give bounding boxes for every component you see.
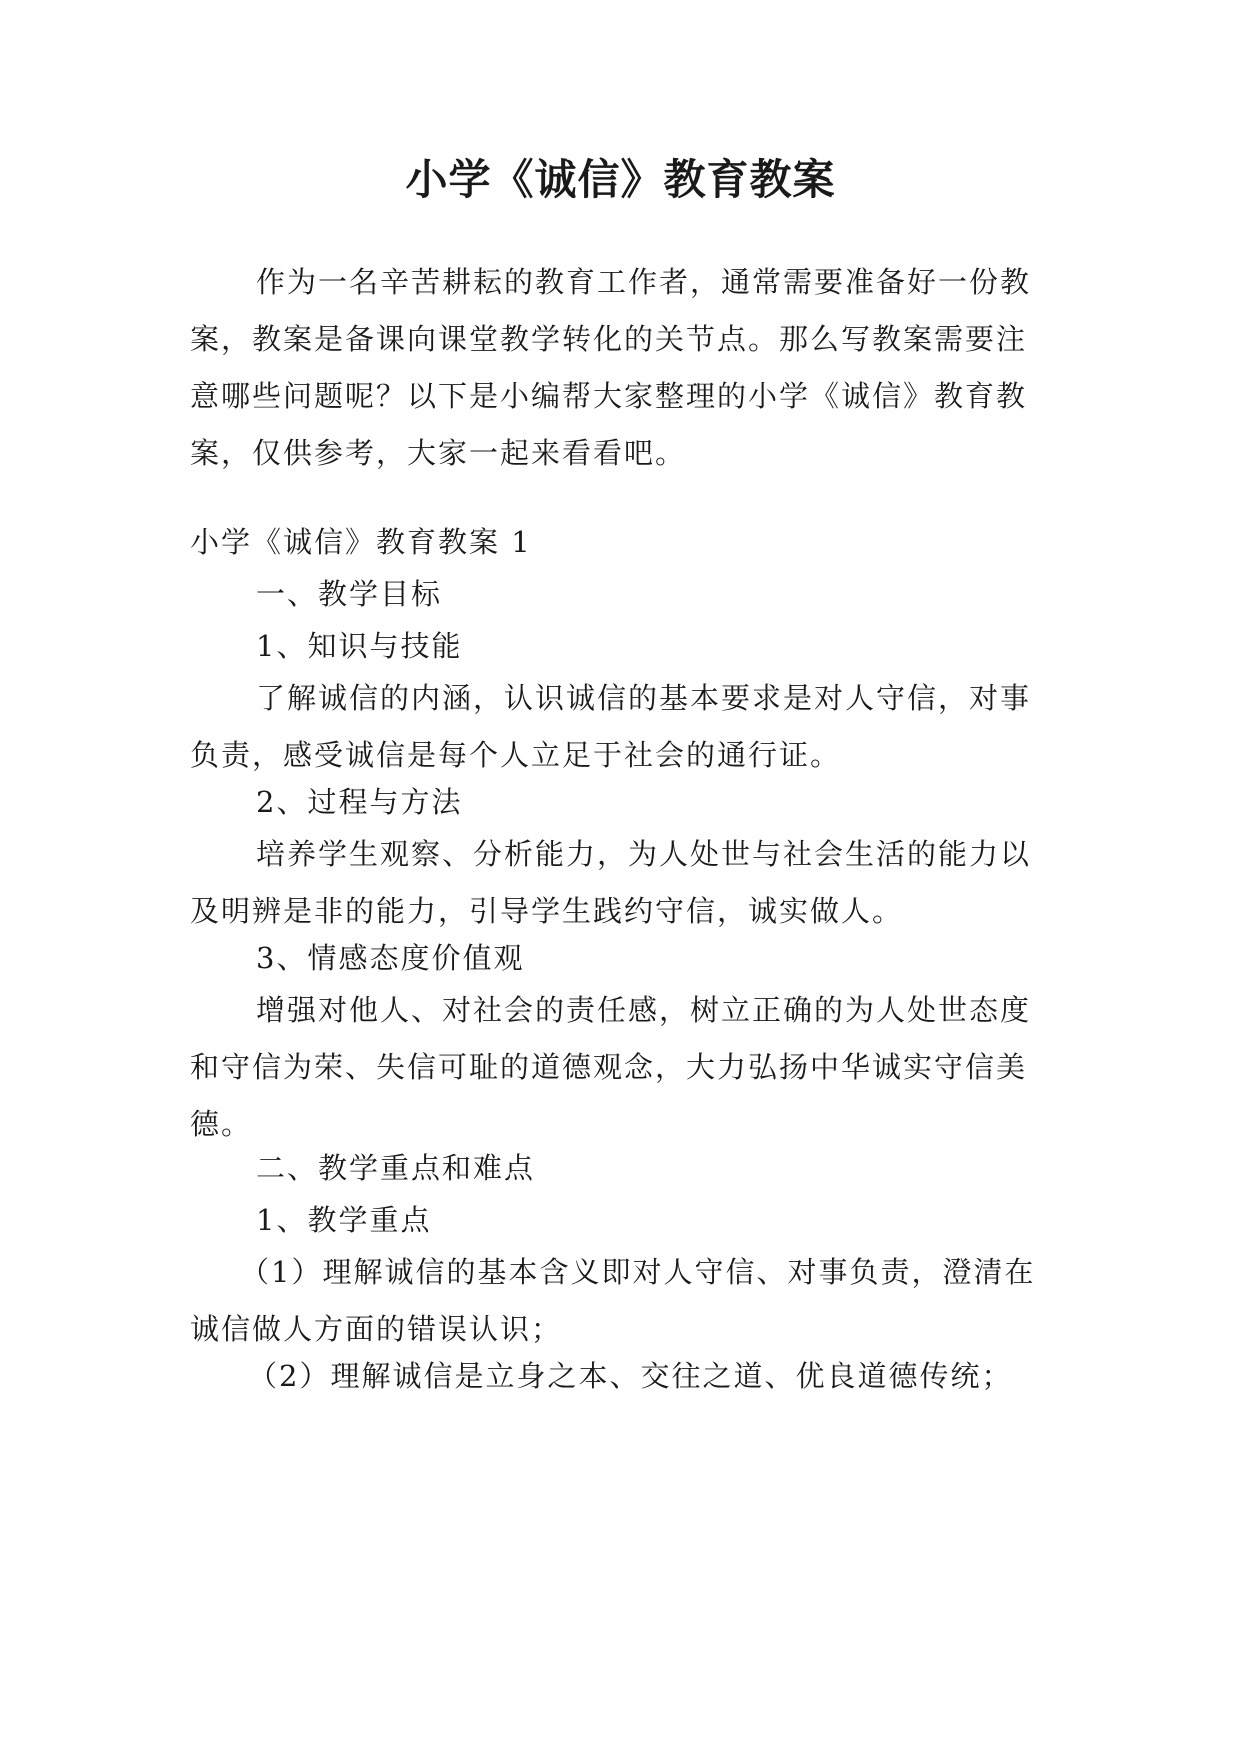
key-difficult-points-heading: 二、教学重点和难点 (256, 1151, 536, 1185)
key-point-item-1: （1）理解诚信的基本含义即对人守信、对事负责，澄清在诚信做人方面的错误认识； (190, 1255, 1036, 1346)
key-point-item-2: （2）理解诚信是立身之本、交往之道、优良道德传统； (248, 1359, 1013, 1393)
knowledge-skills-paragraph: 了解诚信的内涵，认识诚信的基本要求是对人守信，对事负责，感受诚信是每个人立足于社会的通行证。 (190, 681, 1032, 772)
key-points-heading: 1、教学重点 (256, 1203, 432, 1237)
knowledge-skills-heading: 1、知识与技能 (256, 629, 463, 663)
emotion-values-paragraph: 增强对他人、对社会的责任感，树立正确的为人处世态度和守信为荣、失信可耻的道德观念，大力弘扬中华诚实守信美德。 (190, 993, 1032, 1141)
section-heading: 小学《诚信》教育教案 1 (190, 525, 532, 559)
process-method-paragraph: 培养学生观察、分析能力，为人处世与社会生活的能力以及明辨是非的能力，引导学生践约守信，诚实做人。 (190, 837, 1032, 928)
process-method-heading: 2、过程与方法 (256, 785, 463, 819)
intro-paragraph: 作为一名辛苦耕耘的教育工作者，通常需要准备好一份教案，教案是备课向课堂教学转化的关节点。那么写教案需要注意哪些问题呢？以下是小编帮大家整理的小学《诚信》教育教案，仅供参考，大家一起来看看吧。 (190, 265, 1032, 470)
teaching-goals-heading: 一、教学目标 (256, 577, 443, 611)
emotion-values-heading: 3、情感态度价值观 (256, 941, 525, 975)
document-title: 小学《诚信》教育教案 (405, 155, 836, 204)
